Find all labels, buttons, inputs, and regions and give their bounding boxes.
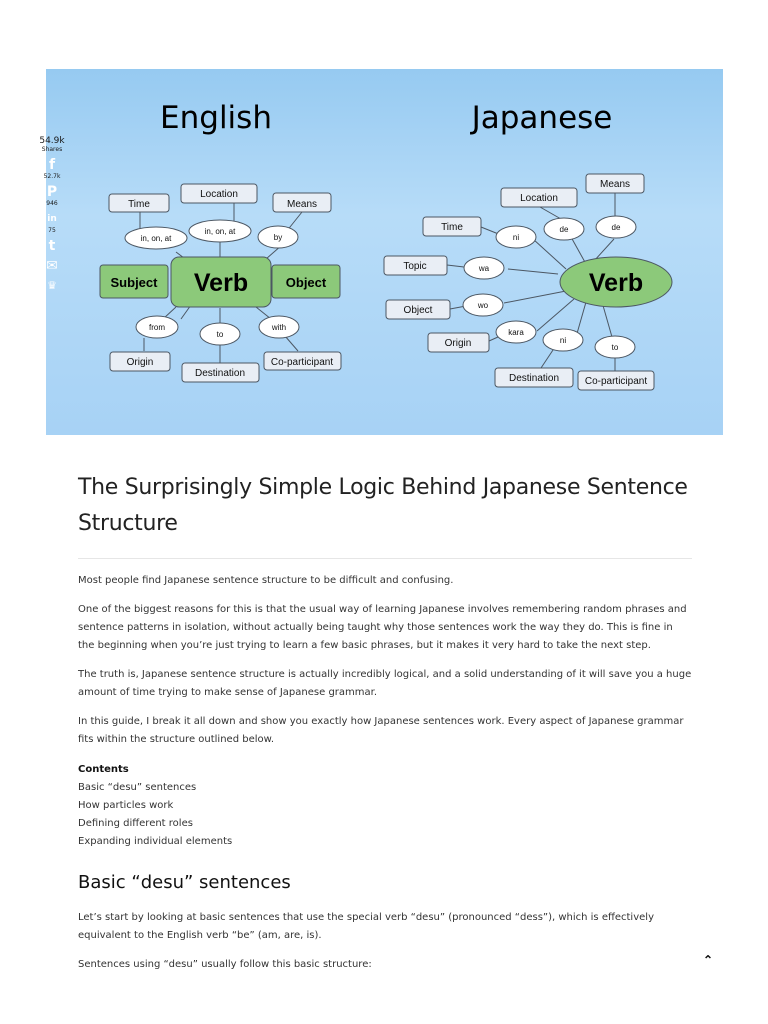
jp-particle-topic-label: wa: [478, 264, 490, 273]
jp-time-label: Time: [441, 222, 463, 233]
toc-link-particles[interactable]: How particles work: [78, 800, 174, 811]
jp-coparticipant-label: Co-participant: [584, 376, 648, 387]
facebook-share-button[interactable]: [38, 157, 66, 180]
en-particle-means-label: by: [273, 233, 283, 242]
jp-particle-coparticipant-label: to: [611, 343, 619, 352]
jp-particle-means-label: de: [611, 223, 621, 232]
jp-destination-label: Destination: [508, 373, 560, 384]
en-particle-coparticipant-label: with: [271, 323, 287, 332]
en-particle-time-label: in, on, at: [140, 234, 172, 243]
en-particle-location-label: in, on, at: [204, 227, 236, 236]
email-icon: ✉: [46, 258, 58, 274]
back-to-top-button[interactable]: [700, 952, 716, 968]
en-destination-label: Destination: [194, 368, 246, 379]
jp-particle-destination-label: ni: [559, 336, 567, 345]
jp-means-label: Means: [599, 179, 631, 190]
en-means-label: Means: [286, 199, 318, 210]
toc-link-basic-desu[interactable]: Basic “desu” sentences: [78, 782, 197, 793]
contents-heading: Contents: [78, 764, 129, 775]
en-particle-destination-label: to: [216, 330, 224, 339]
en-origin-label: Origin: [126, 357, 154, 368]
pinterest-icon: P: [46, 184, 58, 200]
japanese-title: Japanese: [471, 100, 613, 136]
jp-location-label: Location: [520, 193, 558, 204]
toc-link-expanding[interactable]: Expanding individual elements: [78, 836, 233, 847]
share-total-label: Shares: [41, 146, 63, 153]
paragraph-4: In this guide, I break it all down and show you exactly how Japanese sentences work. Every aspect of Japanese grammar fits within the structure outlined below.: [78, 716, 684, 745]
facebook-share-count: 52.7k: [43, 173, 61, 180]
table-of-contents: [78, 761, 692, 851]
twitter-icon: t: [48, 238, 56, 254]
jp-verb-label: Verb: [588, 269, 644, 297]
en-location-label: Location: [200, 189, 238, 200]
linkedin-icon: in: [47, 214, 57, 224]
en-verb-label: Verb: [193, 269, 249, 297]
en-coparticipant-label: Co-participant: [270, 357, 334, 368]
email-share-button[interactable]: [38, 258, 66, 274]
paragraph-1: Most people find Japanese sentence structure to be difficult and confusing.: [78, 575, 454, 586]
twitter-share-button[interactable]: [38, 238, 66, 254]
jp-particle-time-label: ni: [512, 233, 520, 242]
article-body: [78, 570, 692, 985]
paragraph-2: One of the biggest reasons for this is that the usual way of learning Japanese involves remembering random phrases and sentence patterns in isolation, without actually being taught why those sentences work the way they do. This is fine in the beginning when you’re just trying to learn a few basic phrases, but it makes it very hard to take the next step.: [78, 604, 687, 651]
pinterest-share-count: 946: [46, 200, 58, 207]
en-time-label: Time: [128, 199, 150, 210]
sentence-structure-diagram: [46, 69, 723, 435]
jp-particle-location-label: de: [559, 225, 569, 234]
english-title: English: [160, 100, 272, 136]
paragraph-5: Let’s start by looking at basic sentences that use the special verb “desu” (pronounced “dess”), which is effectively equivalent to the English verb “be” (am, are, is).: [78, 912, 654, 941]
hero-diagram-image: [46, 69, 723, 435]
en-subject-label: Subject: [110, 275, 158, 290]
toc-link-roles[interactable]: Defining different roles: [78, 818, 193, 829]
en-object-label: Object: [285, 275, 327, 290]
section-heading-basic-desu: Basic “desu” sentences: [78, 872, 291, 893]
paragraph-6: Sentences using “desu” usually follow this basic structure:: [78, 959, 372, 970]
article-title: The Surprisingly Simple Logic Behind Japanese Sentence Structure: [78, 475, 688, 536]
social-share-bar: [38, 136, 66, 294]
linkedin-share-count: 75: [48, 227, 56, 234]
title-divider: [78, 558, 692, 559]
crown-share-button[interactable]: [38, 278, 66, 294]
linkedin-share-button[interactable]: [38, 211, 66, 234]
pinterest-share-button[interactable]: [38, 184, 66, 207]
jp-particle-object-label: wo: [477, 301, 489, 310]
jp-origin-label: Origin: [444, 338, 472, 349]
chevron-up-icon: ⌃: [702, 953, 714, 967]
paragraph-3: The truth is, Japanese sentence structure is actually incredibly logical, and a solid understanding of it will save you a huge amount of time trying to make sense of Japanese grammar.: [78, 669, 692, 698]
jp-particle-origin-label: kara: [508, 328, 524, 337]
en-particle-origin-label: from: [149, 323, 165, 332]
crown-icon: ♛: [47, 279, 57, 292]
jp-object-label: Object: [403, 305, 433, 316]
facebook-icon: f: [48, 157, 56, 173]
share-total-count: 54.9k: [39, 136, 65, 146]
jp-topic-label: Topic: [403, 261, 427, 272]
